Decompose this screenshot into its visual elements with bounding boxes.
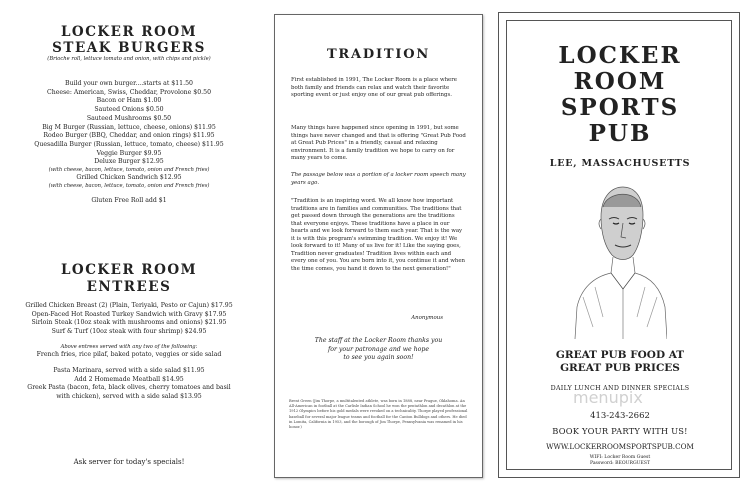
tradition-quote: "Tradition is an inspiring word. We all know how important traditions are in families and communities. The traditions that get passed down through the generations are the traditions that everyone enjoys. These traditions have a place in our hearts and we look forward to them each year. That is the way it is with this program's swimming tradition. We enjoy it! We look forward to it! Many of us live for it! Like the saying goes, Tradition never graduates! Tradition lives within each and every one of you. You are born into it, you continue it and when the time comes, you hand it down to the next generation!" [291,198,465,272]
tradition-title: TRADITION [326,47,431,62]
menu-item: Open-Faced Hot Roasted Turkey Sandwich with Gravy $17.95 [31,310,227,318]
cover-title-line-4: PUB [588,120,652,147]
menu-item: Pasta Marinara, served with a side salad $11.95 [53,366,205,374]
passage-note: The passage below was a portion of a locker room speech many years ago. [291,172,466,186]
menu-item: Veggie Burger $9.95 [96,149,162,157]
menu-item: Sauteed Mushrooms $0.50 [86,114,172,122]
location: LEE, MASSACHUSETTS [549,158,691,169]
cover-title-line-2: ROOM [573,68,667,95]
tagline-line-1: GREAT PUB FOOD AT [555,349,685,361]
menu-left-panel [0,0,258,482]
website-url: WWW.LOCKERROOMSPORTSPUB.COM [546,442,694,451]
menu-note: (with cheese, bacon, lettuce, tomato, onion and French fries) [48,183,210,190]
menu-item: Build your own burger....starts at $11.50 [65,80,193,87]
portrait-sketch [573,177,667,339]
history-paragraph-2: Many things have happened since opening in 1991, but some things have never changed and that is offering "Great Pub Food at Great Pub Prices" in a friendly, casual and relaxing environment. It is a family tradition we hope to carry on for many years to come. [291,125,466,161]
quote-author: Anonymous [411,315,443,321]
menu-item: Greek Pasta (bacon, feta, black olives, cherry tomatoes and basil [27,384,231,392]
staff-thanks-line-1: The staff at the Locker Room thanks you [314,337,443,344]
staff-thanks [275,337,482,363]
staff-thanks-line-3: to see you again soon! [343,354,414,362]
wifi-password: Password: BEOURGUEST [589,461,651,466]
entree-list [8,302,250,402]
menu-item: with chicken), served with a side salad $13.95 [56,392,202,400]
burgers-title-line-2: STEAK BURGERS [52,40,206,56]
staff-thanks-line-2: for your patronage and we hope [327,345,429,353]
book-party-text: BOOK YOUR PARTY WITH US! [552,426,688,436]
menu-cover-panel [498,12,740,478]
burger-list [10,80,248,206]
cover-title-line-1: LOCKER [558,42,682,69]
menu-item: Cheese: American, Swiss, Cheddar, Provolone $0.50 [46,88,212,96]
menu-item: Rodeo Burger (BBQ, Cheddar, and onion rings) $11.95 [43,132,215,140]
menu-item: Grilled Chicken Sandwich $12.95 [76,174,182,182]
menu-item: Gluten Free Roll add $1 [91,197,167,205]
burgers-subtitle: (Brioche roll, lettuce tomato and onion, with chips and pickle) [47,56,211,62]
spacer [8,337,250,344]
wifi-network: WIFI: Locker Room Guest [589,455,651,460]
burgers-title-line-1: LOCKER ROOM [60,24,198,40]
watermark: menupix [573,388,643,407]
phone-number: 413-243-2662 [590,411,650,421]
entrees-title-line-1: LOCKER ROOM [60,262,198,278]
history-paragraph-1: First established in 1991, The Locker Room is a place where both family and friends can relax and watch their favorite sporting event or just enjoy one of our great pub offerings. [291,77,457,98]
menu-item: Quesadilla Burger (Russian, lettuce, tomato, cheese) $11.95 [34,140,224,148]
spacer [8,360,250,367]
menu-item: Surf & Turf (10oz steak with four shrimp) $24.95 [51,328,207,336]
specials-footer: Ask server for today's specials! [73,458,185,466]
fine-print: Brent Green (Jim Thorpe, a multitalented athlete, was born in 1888, near Prague, Oklahoma. An All-American in football at the Carlisle Indian School he won the pentathlon and decathlon at the 1912 Olympics before his gold medals were revoked on a technicality. Thorpe played professional baseball for several major league teams and football for the Canton Bulldogs and others. He died in Lomita, California in 1953, and the borough of Jim Thorpe, Pennsylvania was renamed in his honor.) [289,399,468,430]
menu-item: Deluxe Burger $12.95 [94,158,164,166]
menu-item: Grilled Chicken Breast (2) (Plain, Teriyaki, Pesto or Cajun) $17.95 [25,302,233,309]
menu-item: Add 2 Homemade Meatball $14.95 [74,375,184,383]
spacer [10,190,248,197]
cover-title-line-3: SPORTS [560,94,680,121]
menu-item: Big M Burger (Russian, lettuce, cheese, onions) $11.95 [42,123,216,131]
menu-item: Sirloin Steak (10oz steak with mushrooms and onions) $21.95 [31,319,227,327]
menu-item: French fries, rice pilaf, baked potato, veggies or side salad [36,351,222,359]
daily-specials: DAILY LUNCH AND DINNER SPECIALS [550,385,690,392]
menu-middle-panel [274,14,483,478]
menu-item: Sauteed Onions $0.50 [94,106,164,114]
menu-item: Bacon or Ham $1.00 [96,97,162,105]
menu-note: (with cheese, bacon, lettuce, tomato, onion and French fries) [48,167,210,174]
tagline-line-2: GREAT PUB PRICES [560,362,680,374]
entrees-title-line-2: ENTREES [86,279,172,295]
menu-note: Above entrees served with any two of the following: [60,343,198,350]
